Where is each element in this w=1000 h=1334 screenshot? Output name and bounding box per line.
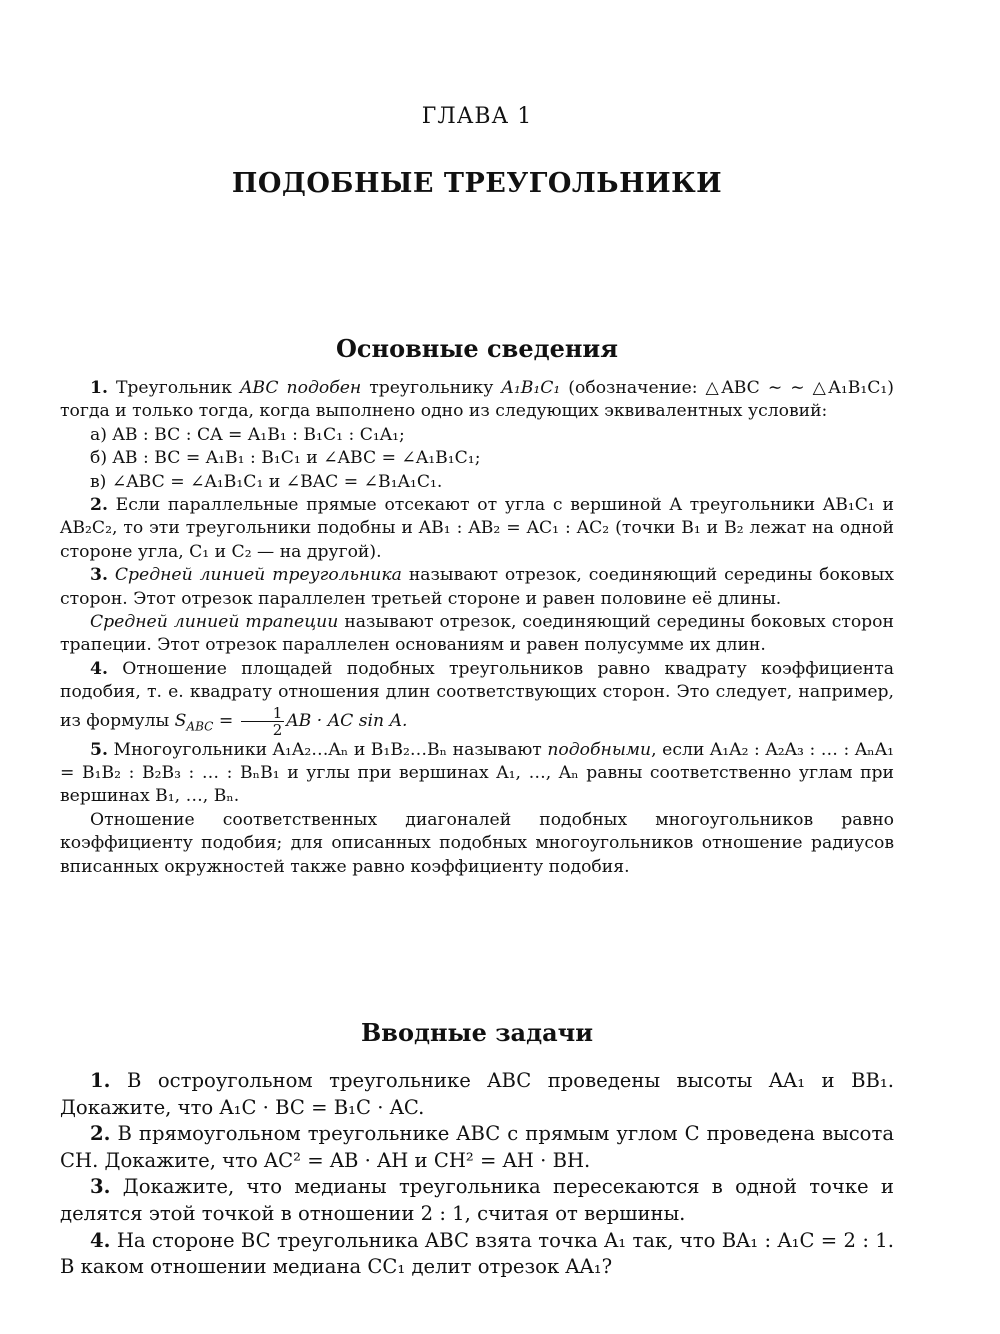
problem-text: На стороне BC треугольника ABC взята точка A₁ так, что BA₁ : A₁C = 2 : 1. В каком отношении медиана CC₁ делит отрезок AA₁? — [60, 1228, 894, 1279]
condition-item-c: в) ∠ABC = ∠A₁B₁C₁ и ∠BAC = ∠B₁A₁C₁. — [90, 471, 443, 492]
chapter-label: ГЛАВА 1 — [421, 104, 533, 129]
term-similar-polygons: подобными — [547, 739, 652, 760]
basics-paragraph-3 — [60, 564, 894, 611]
problem-item — [60, 1068, 894, 1121]
condition-item-a: а) AB : BC : CA = A₁B₁ : B₁C₁ : C₁A₁; — [90, 424, 405, 445]
problem-item — [60, 1174, 894, 1227]
problem-item — [60, 1121, 894, 1174]
term-similar: подобен — [286, 378, 362, 398]
problem-text: В остроугольном треугольнике ABC проведены высоты AA₁ и BB₁. Докажите, что A₁C · BC = B₁C · AC. — [60, 1069, 894, 1119]
section-heading-intro: Вводные задачи — [361, 1018, 593, 1047]
paragraph-number: 5. — [90, 739, 108, 760]
formula-equals: = — [213, 710, 239, 731]
paragraph-text: треугольнику — [361, 378, 502, 398]
term-trapezoid-midline: Средней линией трапеции — [90, 612, 339, 633]
paragraph-text: Многоугольники A₁A₂…Aₙ и B₁B₂…Bₙ называют — [107, 739, 548, 760]
formula-subscript: ABC — [186, 719, 214, 734]
term-triangle-midline: Средней линией треугольника — [107, 565, 402, 586]
book-page — [60, 0, 894, 1334]
basics-paragraph-1 — [60, 377, 894, 424]
math-abc: ABC — [240, 378, 279, 398]
fraction-numerator: 1 — [241, 705, 285, 722]
paragraph-text: , если A₁A₂ : A₂A₃ : … : AₙA₁ = B₁B₂ : B₂B₃ : … : BₙB₁ и углы при вершинах A₁, …, Aₙ равны соответственно углам при вершинах B₁, …, Bₙ. — [60, 739, 895, 807]
section-heading-basics: Основные сведения — [336, 334, 618, 363]
intro-problems-block — [60, 1068, 894, 1281]
space — [279, 378, 287, 398]
paragraph-text: называют отрезок, соединяющий середины боковых сторон трапеции. Этот отрезок параллелен основаниям и равен полусумме их длин. — [60, 612, 894, 656]
basics-paragraph-5 — [60, 739, 894, 809]
math-a1b1c1: A₁B₁C₁ — [501, 378, 561, 398]
paragraph-number: 2. — [90, 495, 108, 516]
paragraph-number: 3. — [90, 565, 108, 586]
basics-paragraph-4 — [60, 658, 894, 739]
problem-text: В прямоугольном треугольнике ABC с прямым углом C проведена высота CH. Докажите, что AC² = AB · AH и CH² = AH · BH. — [60, 1122, 894, 1172]
formula-rhs: AB · AC sin A. — [286, 710, 408, 731]
problem-item — [60, 1228, 894, 1281]
basics-paragraph-3b — [60, 611, 894, 658]
formula-fraction — [241, 705, 285, 738]
basics-paragraph-5b: Отношение соответственных диагоналей подобных многоугольников равно коэффициенту подобия; для описанных подобных многоугольников отношение радиусов вписанных окружностей также равно коэффициенту подобия. — [60, 809, 894, 877]
paragraph-text: Треугольник — [107, 378, 241, 398]
paragraph-number: 4. — [90, 658, 108, 679]
chapter-title: ПОДОБНЫЕ ТРЕУГОЛЬНИКИ — [231, 168, 723, 199]
condition-item-b: б) AB : BC = A₁B₁ : B₁C₁ и ∠ABC = ∠A₁B₁C₁; — [90, 448, 481, 469]
paragraph-number: 1. — [90, 378, 108, 398]
paragraph-text: называют отрезок, соединяющий середины боковых сторон. Этот отрезок параллелен третьей стороне и равен половине её длины. — [60, 565, 894, 609]
paragraph-text: Отношение площадей подобных треугольников равно квадрату коэффициента подобия, т. е. квадрату отношения длин соответствующих сторон. Это следует, например, из формулы — [60, 658, 894, 731]
problem-number: 2. — [90, 1122, 111, 1146]
basics-paragraph-2 — [60, 494, 894, 564]
formula-s: S — [174, 710, 187, 731]
problem-text: Докажите, что медианы треугольника пересекаются в одной точке и делятся этой точкой в отношении 2 : 1, считая от вершины. — [60, 1175, 894, 1225]
paragraph-text: (обозначение: △ABC ∼ ∼ △A₁B₁C₁) тогда и только тогда, когда выполнено одно из следующих эквивалентных условий: — [60, 378, 894, 422]
problem-number: 1. — [90, 1069, 111, 1092]
problem-number: 3. — [90, 1175, 111, 1199]
fraction-denominator: 2 — [272, 720, 283, 739]
problem-number: 4. — [90, 1228, 111, 1252]
basics-text-block — [60, 377, 894, 879]
paragraph-text: Если параллельные прямые отсекают от угла с вершиной A треугольники AB₁C₁ и AB₂C₂, то эти треугольники подобны и AB₁ : AB₂ = AC₁ : AC₂ (точки B₁ и B₂ лежат на одной стороне угла, C₁ и C₂ — на другой). — [60, 495, 894, 562]
